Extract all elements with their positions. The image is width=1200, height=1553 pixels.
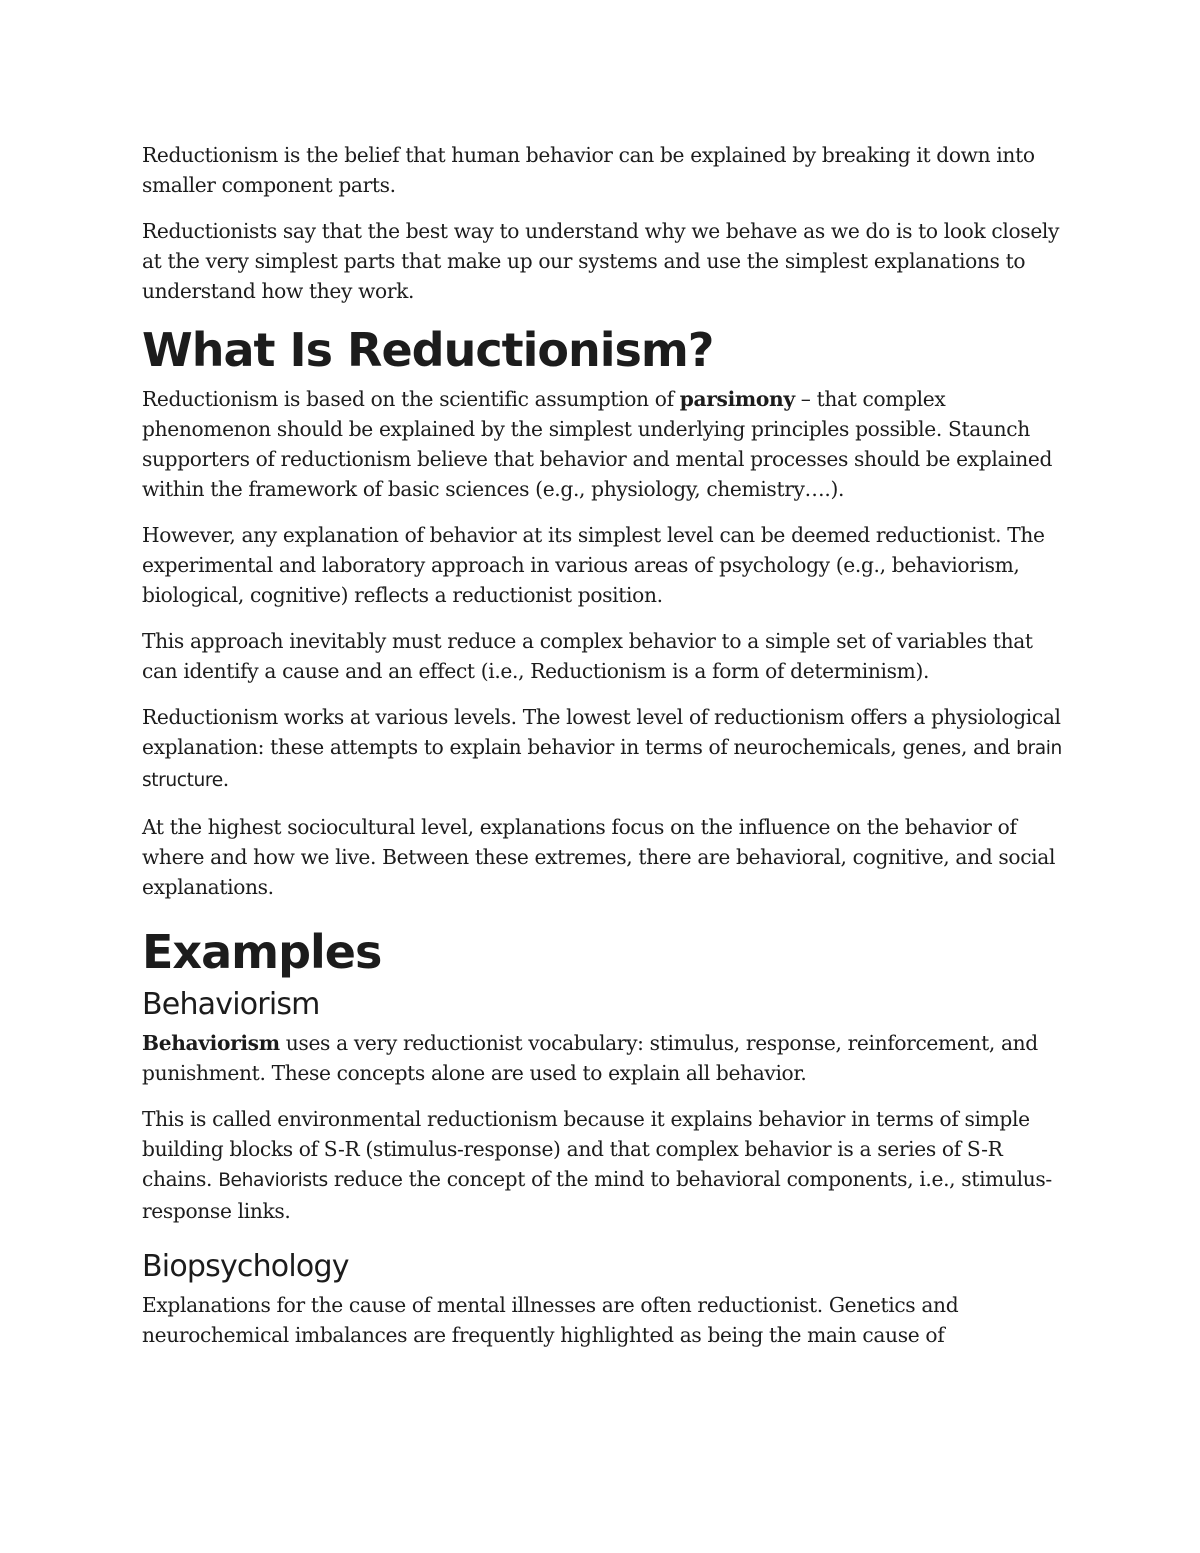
- biopsychology-paragraph-1: Explanations for the cause of mental illnesses are often reductionist. Genetics and neurochemical imbalances are frequently highlighted as being the main cause of: [142, 1293, 959, 1347]
- text: This is called environmental reductionism because it explains behavior in terms of simple building blocks of S-R (stimulus-response) and that complex behavior is a series of S-R chains.: [142, 1107, 1030, 1191]
- what-is-paragraph-4: [142, 702, 1062, 796]
- behaviorism-paragraph-2: [142, 1104, 1062, 1226]
- what-is-paragraph-2: However, any explanation of behavior at its simplest level can be deemed reductionist. The experimental and laboratory approach in various areas of psychology (e.g., behaviorism, biological, cognitive) reflects a reductionist position.: [142, 523, 1045, 607]
- link-brain-structure[interactable]: brain structure: [142, 738, 1062, 791]
- heading-behaviorism: Behaviorism: [142, 987, 320, 1022]
- what-is-paragraph-1: [142, 384, 1062, 504]
- what-is-paragraph-3: This approach inevitably must reduce a complex behavior to a simple set of variables that can identify a cause and an effect (i.e., Reductionism is a form of determinism).: [142, 629, 1033, 683]
- intro-paragraph-1: Reductionism is the belief that human behavior can be explained by breaking it down into smaller component parts.: [142, 143, 1035, 197]
- text: reduce the concept of the mind to behavioral components, i.e., stimulus-response links.: [142, 1167, 1052, 1223]
- heading-biopsychology: Biopsychology: [142, 1249, 349, 1284]
- text: Reductionism is based on the scientific assumption of: [142, 387, 680, 411]
- text: – that complex phenomenon should be explained by the simplest underlying principles possible. Staunch supporters of reductionism believe that behavior and mental processes should be explained within the framework of basic sciences (e.g., physiology, chemistry….).: [142, 387, 1053, 501]
- document-page: [142, 140, 1062, 1366]
- behaviorism-paragraph-1: [142, 1028, 1062, 1088]
- intro-paragraph-2: Reductionists say that the best way to understand why we behave as we do is to look closely at the very simplest parts that make up our systems and use the simplest explanations to understand how they work.: [142, 219, 1060, 303]
- term-behaviorism: Behaviorism: [142, 1031, 280, 1055]
- text: .: [222, 767, 229, 791]
- what-is-paragraph-5: At the highest sociocultural level, explanations focus on the influence on the behavior of where and how we live. Between these extremes, there are behavioral, cognitive, and social explanations.: [142, 815, 1056, 899]
- heading-examples: Examples: [142, 925, 382, 979]
- text: Reductionism works at various levels. The lowest level of reductionism offers a physiological explanation: these attempts to explain behavior in terms of neurochemicals, genes, and: [142, 705, 1061, 759]
- term-parsimony: parsimony: [679, 387, 795, 411]
- heading-what-is-reductionism: What Is Reductionism?: [142, 323, 714, 377]
- text: uses a very reductionist vocabulary: stimulus, response, reinforcement, and punishment. These concepts alone are used to explain all behavior.: [142, 1031, 1038, 1085]
- link-behaviorists[interactable]: Behaviorists: [218, 1170, 328, 1191]
